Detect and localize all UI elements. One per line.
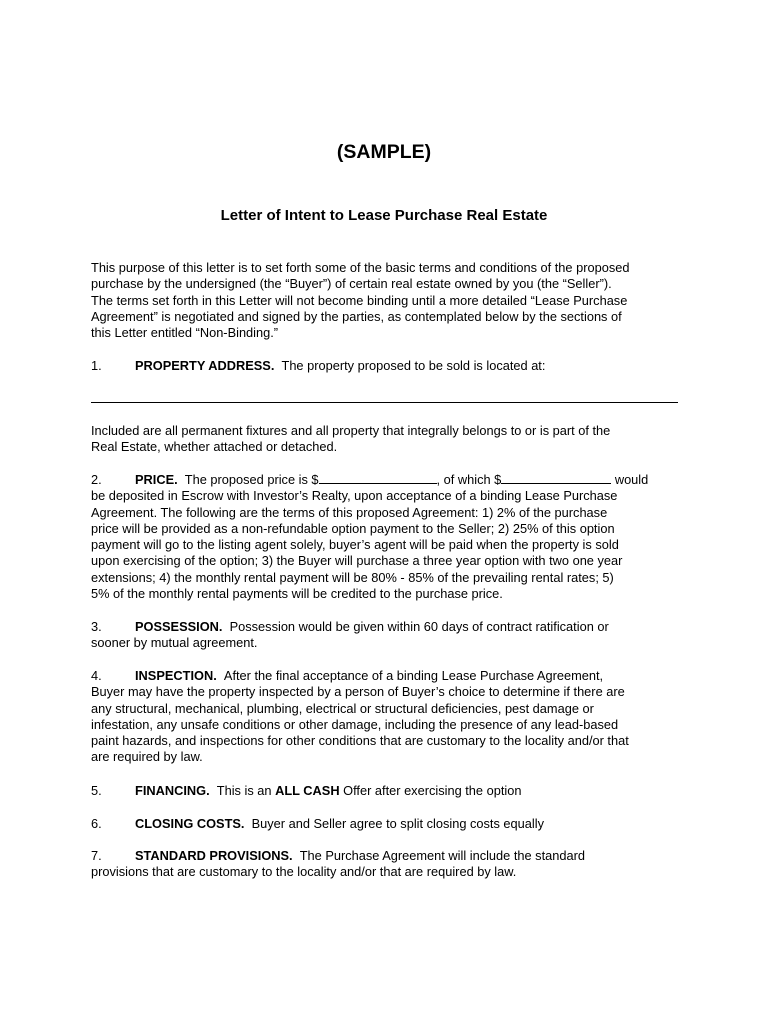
included-paragraph: [91, 423, 681, 456]
section-text: Offer after exercising the option: [343, 783, 522, 798]
section-price-line: price will be provided as a non-refundable option payment to the Seller; 2) 25% of this option: [91, 520, 615, 536]
section-number: 6.: [91, 816, 102, 831]
included-line: Included are all permanent fixtures and all property that integrally belongs to or is part of the: [91, 423, 611, 438]
section-heading: PRICE.: [135, 472, 178, 487]
section-number: 3.: [91, 619, 102, 634]
section-price-line: extensions; 4) the monthly rental payment will be 80% - 85% of the prevailing rental rates; 5): [91, 569, 614, 585]
section-inspection-line: paint hazards, and inspections for other conditions that are customary to the locality and/or that: [91, 733, 629, 749]
section-financing: [91, 783, 681, 799]
intro-line: Agreement” is negotiated and signed by the parties, as contemplated below by the sections of: [91, 308, 622, 324]
included-line: Real Estate, whether attached or detached.: [91, 439, 338, 455]
section-text: After the final acceptance of a binding Lease Purchase Agreement,: [223, 668, 604, 683]
section-number: 1.: [91, 358, 102, 373]
section-text: Possession would be given within 60 days of contract ratification or: [229, 619, 609, 634]
intro-paragraph: [91, 260, 681, 341]
section-number: 5.: [91, 783, 102, 798]
section-inspection-line: infestation, any unsafe conditions or other damage, including the presence of any lead-based: [91, 716, 619, 732]
section-text: This is an: [216, 783, 272, 798]
document-title: Letter of Intent to Lease Purchase Real Estate: [220, 207, 548, 224]
section-heading: CLOSING COSTS.: [135, 816, 245, 831]
section-price-line: be deposited in Escrow with Investor’s Realty, upon acceptance of a binding Lease Purchase: [91, 488, 618, 504]
section-inspection-line: Buyer may have the property inspected by a person of Buyer’s choice to determine if there are: [91, 684, 625, 700]
section-inspection-line: any structural, mechanical, plumbing, electrical or structural deficiencies, pest damage or: [91, 700, 594, 716]
section-number: 7.: [91, 848, 102, 863]
section-heading: STANDARD PROVISIONS.: [135, 848, 293, 863]
section-text: , of which $: [436, 472, 502, 487]
section-heading: PROPERTY ADDRESS.: [135, 358, 275, 373]
section-possession-line: sooner by mutual agreement.: [91, 635, 258, 651]
intro-line: purchase by the undersigned (the “Buyer”) of certain real estate owned by you (the “Seller”).: [91, 276, 612, 292]
section-heading: POSSESSION.: [135, 619, 223, 634]
section-text: would: [611, 472, 649, 487]
section-inspection: [91, 668, 681, 766]
section-standard-line: provisions that are customary to the locality and/or that are required by law.: [91, 864, 517, 880]
section-standard-line: [91, 848, 681, 864]
section-price: [91, 472, 681, 602]
section-text: The Purchase Agreement will include the standard: [299, 848, 585, 863]
intro-line: this Letter entitled “Non-Binding.”: [91, 325, 279, 341]
intro-line: This purpose of this letter is to set forth some of the basic terms and conditions of the proposed: [91, 260, 630, 275]
price-blank: [319, 472, 437, 484]
property-address-field-line: [91, 402, 678, 403]
section-inspection-line: [91, 668, 681, 684]
section-property-line: [91, 358, 681, 374]
section-heading: FINANCING.: [135, 783, 210, 798]
sample-label: (SAMPLE): [336, 141, 432, 163]
section-inspection-line: are required by law.: [91, 749, 203, 765]
section-number: 4.: [91, 668, 102, 683]
section-closing-line: [91, 816, 681, 832]
section-possession-line: [91, 619, 681, 635]
section-text: The proposed price is $: [184, 472, 319, 487]
deposit-blank: [501, 472, 611, 484]
section-price-line: 5% of the monthly rental payments will be credited to the purchase price.: [91, 586, 503, 602]
section-price-line: upon exercising of the option; 3) the Buyer will purchase a three year option with two one year: [91, 553, 623, 569]
section-closing-costs: [91, 816, 681, 832]
section-price-line: [91, 472, 681, 488]
section-heading: INSPECTION.: [135, 668, 217, 683]
section-price-line: payment will go to the listing agent solely, buyer’s agent will be paid when the property is sold: [91, 537, 619, 553]
section-possession: [91, 619, 681, 652]
section-emphasis: ALL CASH: [275, 783, 340, 798]
section-financing-line: [91, 783, 681, 799]
section-text: The property proposed to be sold is located at:: [281, 358, 546, 373]
section-standard-provisions: [91, 848, 681, 881]
intro-line: The terms set forth in this Letter will not become binding until a more detailed “Lease Purchase: [91, 292, 628, 308]
section-property-address: [91, 358, 681, 374]
section-text: Buyer and Seller agree to split closing costs equally: [251, 816, 544, 831]
section-price-line: Agreement. The following are the terms of this proposed Agreement: 1) 2% of the purchase: [91, 504, 608, 520]
section-number: 2.: [91, 472, 102, 487]
